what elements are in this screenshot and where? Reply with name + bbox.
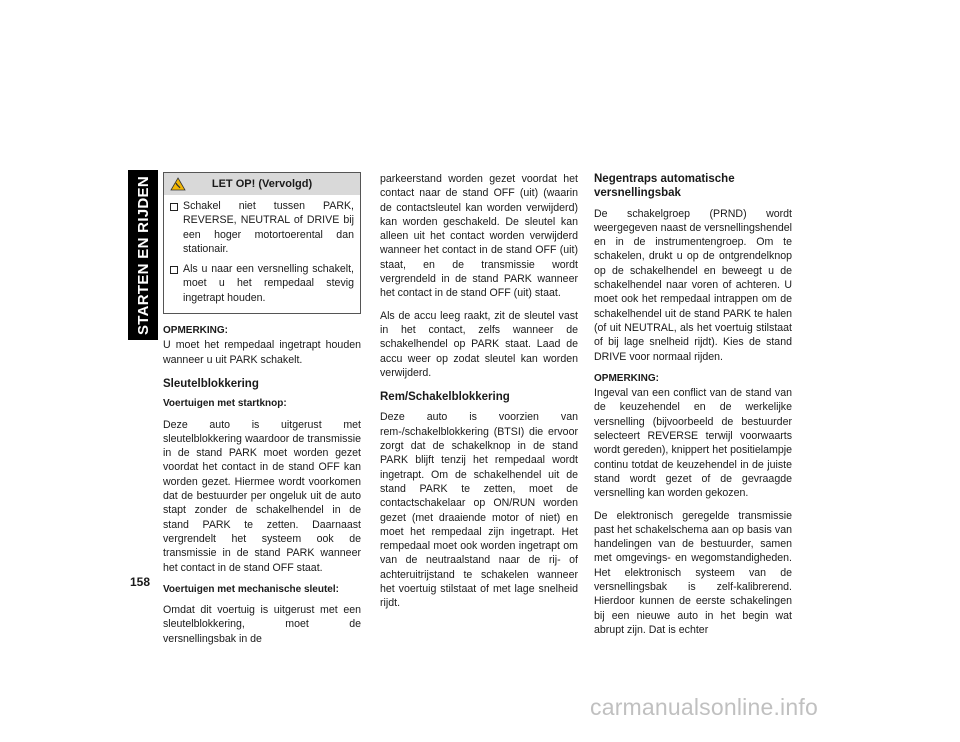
checkbox-bullet-icon (170, 266, 178, 274)
caution-body (164, 195, 360, 313)
column-2 (380, 172, 578, 619)
watermark: carmanualsonline.info (590, 694, 818, 720)
caution-bullet (170, 262, 354, 305)
paragraph: Omdat dit voertuig is uitgerust met een sleutelblokkering, moet de versnellingsbak in de (163, 604, 361, 645)
section-heading: Sleutelblokkering (163, 377, 259, 390)
section-title: STARTEN EN RIJDEN (134, 175, 152, 335)
section-heading: Negentraps automatische versnellingsbak (594, 173, 735, 200)
checkbox-bullet-icon (170, 203, 178, 211)
column-1 (163, 172, 361, 654)
note-text: Ingeval van een conflict van de stand van de keuzehendel en de werkelijke versnelling (bijvoorbeeld de bestuurder selecteert REVERSE terwijl voorwaarts wordt gereden), knippert het positielampje continu totdat de keuzehendel in de juiste stand wordt gezet of de gevraagde versnelling kan worden gekozen. (594, 387, 792, 500)
caution-bullet-text: Als u naar een versnelling schakelt, moet u het rempedaal stevig ingetrapt houden. (183, 263, 354, 304)
subheading: Voertuigen met startknop: (163, 398, 287, 410)
paragraph: parkeerstand worden gezet voordat het contact naar de stand OFF (uit) (waarin de contactsleutel kan worden verwijderd) kan worden geschakeld. De sleutel kan alleen uit het contact worden verwijderd wanneer het contact in de stand OFF (uit) staat, en de transmissie wordt vergrendeld in de stand PARK wanneer het contact in de stand OFF (uit) staat. (380, 173, 578, 300)
note-label: OPMERKING: (594, 372, 659, 384)
paragraph: Deze auto is voorzien van rem-/schakelblokkering (BTSI) die ervoor zorgt dat de schakelknop in de stand PARK blijft tenzij het rempedaal wordt ingetrapt. Om de schakelhendel uit de stand PARK te zetten, moet de contactschakelaar op ON/RUN worden gezet (met draaiende motor of niet) en moet het rempedaal zijn ingetrapt. Het rempedaal moet ook worden ingetrapt om van de neutraalstand naar de rij- of achteruitrijstand te schakelen wanneer het voertuig stilstaat of met lage snelheid rijdt. (380, 411, 578, 610)
column-3 (594, 172, 792, 645)
caution-title: LET OP! (Vervolgd) (211, 177, 313, 190)
note-label: OPMERKING: (163, 325, 228, 337)
paragraph: De schakelgroep (PRND) wordt weergegeven naast de versnellingshendel en in de instrumentengroep. Om te schakelen, drukt u op de ontgrendelknop op de schakelhendel en beweegt u de schakelhendel naar voren of achteren. U moet ook het rempedaal intrappen om de schakelhendel uit de stand PARK te halen (of uit NEUTRAL, als het voertuig stilstaat of bij lage snelheid rijdt). Kies de stand DRIVE voor normaal rijden. (594, 207, 792, 363)
note-text: U moet het rempedaal ingetrapt houden wanneer u uit PARK schakelt. (163, 339, 361, 366)
section-heading: Rem/Schakelblokkering (380, 391, 510, 404)
caution-bullet (170, 199, 354, 256)
page-number: 158 (130, 575, 151, 589)
paragraph: De elektronisch geregelde transmissie past het schakelschema aan op basis van handelingen van de bestuurder, samen met omgevings- en wegomstandigheden. Het elektronisch systeem van de versnellingsbak is zelf-kalibrerend. Hierdoor kunnen de eerste schakelingen bij een nieuwe auto in het begin wat abrupt zijn. Dat is echter (594, 509, 792, 636)
paragraph: Deze auto is uitgerust met sleutelblokkering waardoor de transmissie in de stand PARK moet worden gezet voordat het contact in de stand OFF kan worden gezet. Hiermee wordt voorkomen dat de bestuurder per ongeluk uit de auto stapt zonder de schakelhendel in de stand PARK te zetten. Daarnaast vergrendelt het systeem ook de transmissie in de stand PARK wanneer het contact in de stand OFF staat. (163, 418, 361, 574)
caution-header (164, 173, 360, 195)
paragraph: Als de accu leeg raakt, zit de sleutel vast in het contact, zelfs wanneer de schakelhendel op PARK staat. Laad de accu weer op zodat sleutel kan worden verwijderd. (380, 309, 578, 379)
caution-box (163, 172, 361, 314)
section-side-tab (128, 170, 158, 340)
subheading: Voertuigen met mechanische sleutel: (163, 583, 339, 595)
caution-bullet-text: Schakel niet tussen PARK, REVERSE, NEUTRAL of DRIVE bij een hoger motortoerental dan stationair. (183, 200, 354, 255)
